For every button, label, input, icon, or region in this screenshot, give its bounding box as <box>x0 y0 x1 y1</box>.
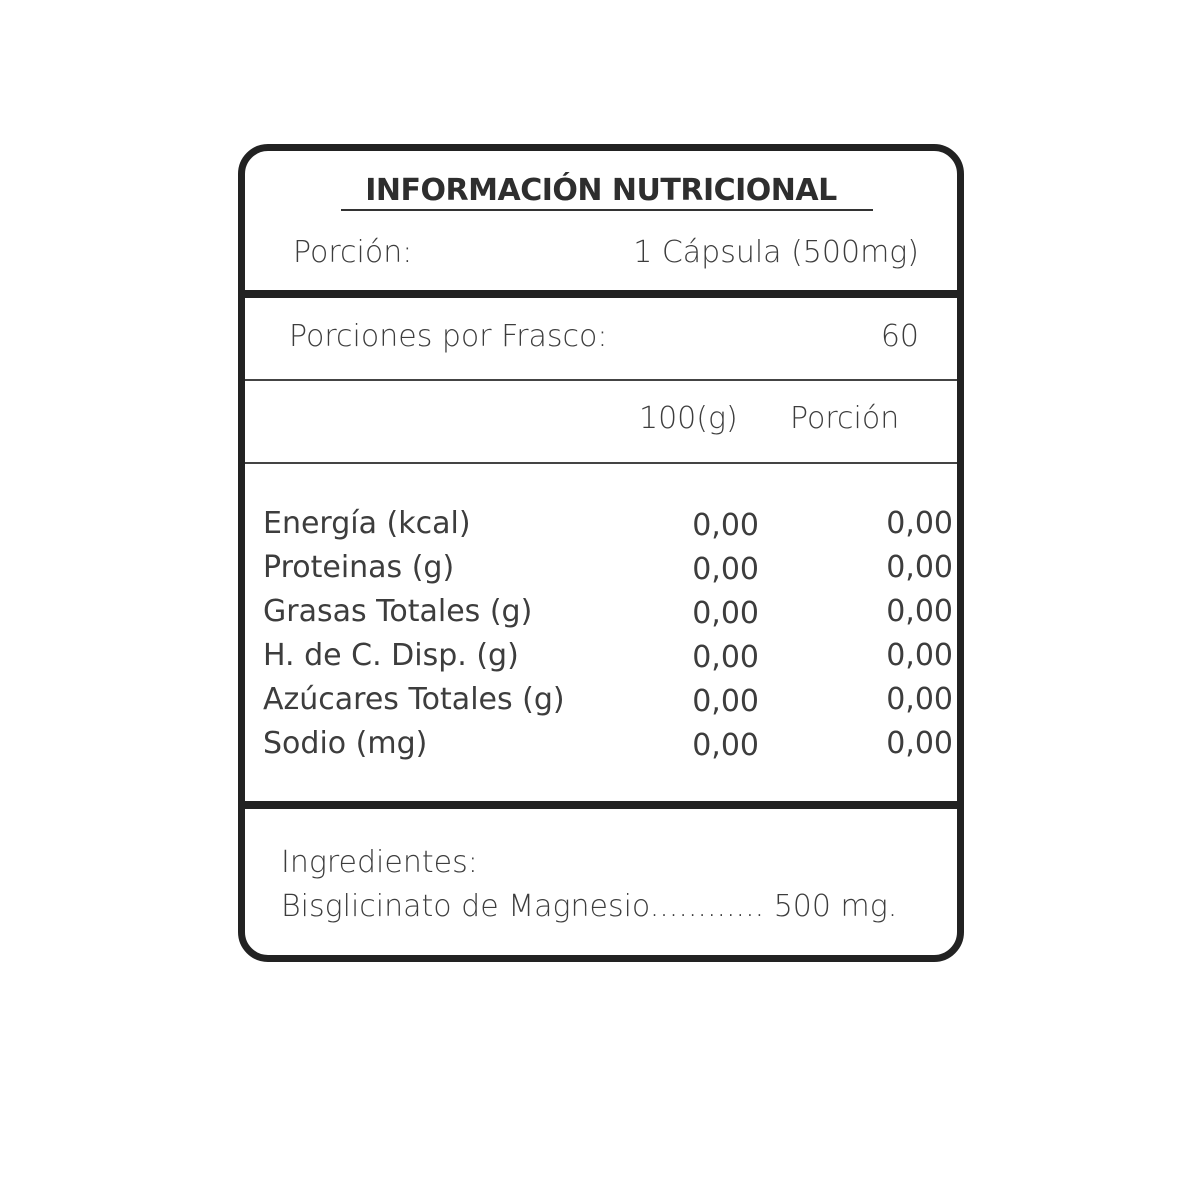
nutrient-name: Proteinas (g) <box>263 550 455 585</box>
nutrient-per-serving: 0,00 <box>886 682 953 717</box>
nutrient-per-serving: 0,00 <box>886 594 953 629</box>
nutrient-per100: 0,00 <box>692 596 759 631</box>
nutrient-name: Sodio (mg) <box>263 726 428 761</box>
nutrient-per-serving: 0,00 <box>886 506 953 541</box>
nutrient-per-serving: 0,00 <box>886 638 953 673</box>
serving-label: Porción: <box>293 235 413 270</box>
ingredients-heading: Ingredientes: <box>281 845 478 880</box>
divider-thin-2 <box>245 462 957 464</box>
nutrient-name: Energía (kcal) <box>263 506 471 541</box>
servings-per-container-label: Porciones por Frasco: <box>289 319 608 354</box>
nutrient-per100: 0,00 <box>692 508 759 543</box>
divider-thick-1 <box>245 290 957 298</box>
nutrient-per100: 0,00 <box>692 640 759 675</box>
nutrient-per100: 0,00 <box>692 552 759 587</box>
servings-per-container-value: 60 <box>880 319 919 354</box>
divider-thin-1 <box>245 379 957 381</box>
title-underline <box>341 209 873 211</box>
nutrition-label <box>238 144 964 962</box>
serving-value: 1 Cápsula (500mg) <box>633 235 919 270</box>
column-header-per100: 100(g) <box>639 401 738 436</box>
ingredients-line: Bisglicinato de Magnesio............ 500 mg. <box>281 889 898 924</box>
nutrient-per-serving: 0,00 <box>886 726 953 761</box>
nutrient-per100: 0,00 <box>692 728 759 763</box>
nutrient-name: Grasas Totales (g) <box>263 594 533 629</box>
divider-thick-2 <box>245 801 957 809</box>
nutrient-per-serving: 0,00 <box>886 550 953 585</box>
nutrient-per100: 0,00 <box>692 684 759 719</box>
nutrient-name: Azúcares Totales (g) <box>263 682 565 717</box>
column-header-per-serving: Porción <box>790 401 900 436</box>
nutrient-name: H. de C. Disp. (g) <box>263 638 519 673</box>
label-title: INFORMACIÓN NUTRICIONAL <box>365 173 837 208</box>
